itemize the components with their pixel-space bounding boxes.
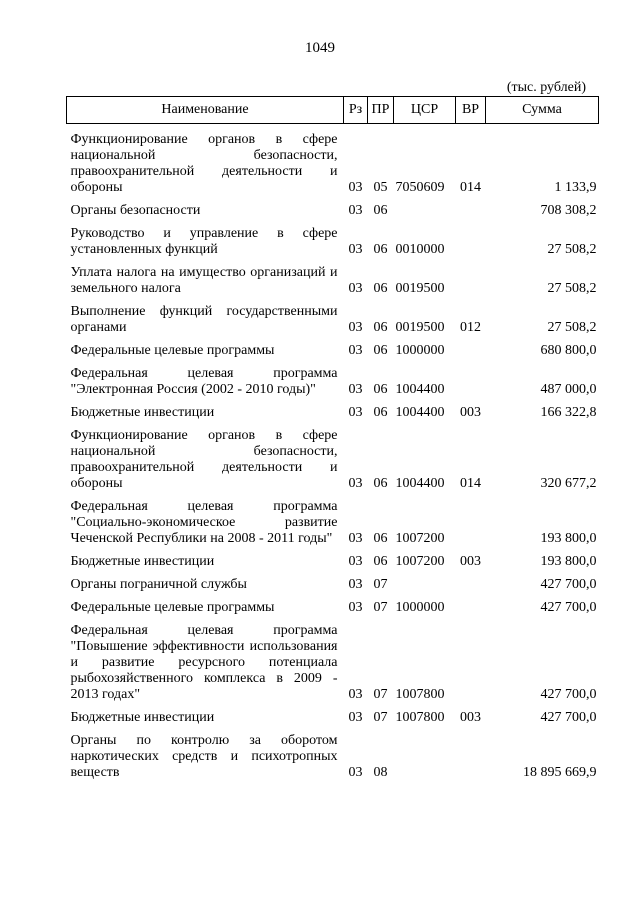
row-vr <box>456 573 486 596</box>
header-pr: ПР <box>368 97 394 124</box>
row-vr: 012 <box>460 320 481 335</box>
row-sum: 487 000,0 <box>540 382 597 397</box>
row-pr: 06 <box>373 343 388 358</box>
header-vr: ВР <box>456 97 486 124</box>
row-rz: 03 <box>348 531 363 546</box>
row-rz: 03 <box>348 405 363 420</box>
row-rz: 03 <box>348 203 363 218</box>
row-csr: 1004400 <box>395 405 445 420</box>
row-vr <box>456 362 486 401</box>
row-pr: 06 <box>373 554 388 569</box>
row-name: Федеральная целевая программа "Повышение эффективности использования и развитие ресурсного потенциала рыбохозяйственного комплекса в 2009 - 2013 годах" <box>70 623 338 702</box>
row-rz: 03 <box>348 320 363 335</box>
table-row <box>67 199 599 222</box>
row-name: Бюджетные инвестиции <box>70 554 215 569</box>
row-name: Органы по контролю за оборотом наркотических средств и психотропных веществ <box>70 733 338 780</box>
header-sum: Сумма <box>486 97 599 124</box>
row-name: Руководство и управление в сфере установленных функций <box>70 226 338 257</box>
row-rz: 03 <box>348 710 363 725</box>
row-sum: 27 508,2 <box>547 320 597 335</box>
row-vr: 014 <box>460 180 481 195</box>
row-name: Федеральная целевая программа "Электронная Россия (2002 - 2010 годы)" <box>70 366 338 397</box>
row-pr: 07 <box>373 600 388 615</box>
row-sum: 27 508,2 <box>547 281 597 296</box>
row-name: Федеральные целевые программы <box>70 343 275 358</box>
row-csr: 0019500 <box>395 320 445 335</box>
row-pr: 06 <box>373 242 388 257</box>
row-sum: 680 800,0 <box>540 343 597 358</box>
table-row <box>67 550 599 573</box>
row-name: Функционирование органов в сфере национальной безопасности, правоохранительной деятельности и обороны <box>70 132 338 195</box>
row-csr: 7050609 <box>395 180 445 195</box>
row-csr <box>394 199 456 222</box>
row-pr: 06 <box>373 320 388 335</box>
row-vr <box>456 339 486 362</box>
row-sum: 427 700,0 <box>540 687 597 702</box>
row-name: Бюджетные инвестиции <box>70 710 215 725</box>
table-row <box>67 596 599 619</box>
row-sum: 193 800,0 <box>540 531 597 546</box>
row-pr: 06 <box>373 281 388 296</box>
row-csr <box>394 729 456 784</box>
row-name: Выполнение функций государственными органами <box>70 304 338 335</box>
table-row <box>67 619 599 706</box>
row-pr: 06 <box>373 531 388 546</box>
row-pr: 06 <box>373 382 388 397</box>
row-csr: 0019500 <box>395 281 445 296</box>
row-name: Органы пограничной службы <box>70 577 247 592</box>
row-csr: 1000000 <box>395 343 445 358</box>
row-csr: 1000000 <box>395 600 445 615</box>
row-vr <box>456 619 486 706</box>
page-number: 1049 <box>305 40 335 56</box>
row-name: Функционирование органов в сфере национальной безопасности, правоохранительной деятельности и обороны <box>70 428 338 491</box>
budget-table <box>66 96 599 784</box>
row-rz: 03 <box>348 476 363 491</box>
row-pr: 08 <box>373 765 388 780</box>
row-csr: 1007200 <box>395 554 445 569</box>
row-name: Органы безопасности <box>70 203 201 218</box>
table-row <box>67 300 599 339</box>
row-sum: 193 800,0 <box>540 554 597 569</box>
row-vr <box>456 495 486 550</box>
row-rz: 03 <box>348 382 363 397</box>
row-pr: 07 <box>373 710 388 725</box>
row-pr: 06 <box>373 476 388 491</box>
table-row <box>67 261 599 300</box>
row-sum: 427 700,0 <box>540 600 597 615</box>
table-row <box>67 124 599 200</box>
table-row <box>67 729 599 784</box>
row-rz: 03 <box>348 554 363 569</box>
table-header-row <box>67 97 599 124</box>
table-row <box>67 222 599 261</box>
row-pr: 07 <box>373 687 388 702</box>
row-sum: 427 700,0 <box>540 710 597 725</box>
row-vr: 014 <box>460 476 481 491</box>
table-row <box>67 339 599 362</box>
row-csr: 0010000 <box>395 242 445 257</box>
row-rz: 03 <box>348 765 363 780</box>
header-rz: Рз <box>344 97 368 124</box>
row-rz: 03 <box>348 577 363 592</box>
row-vr: 003 <box>460 554 481 569</box>
row-rz: 03 <box>348 343 363 358</box>
row-vr <box>456 729 486 784</box>
row-name: Бюджетные инвестиции <box>70 405 215 420</box>
table-row <box>67 362 599 401</box>
table-body <box>67 124 599 785</box>
row-rz: 03 <box>348 600 363 615</box>
row-sum: 166 322,8 <box>540 405 597 420</box>
row-name: Федеральная целевая программа "Социально-экономическое развитие Чеченской Республики на 2008 - 2011 годы" <box>70 499 338 546</box>
table-row <box>67 424 599 495</box>
row-sum: 27 508,2 <box>547 242 597 257</box>
row-vr <box>456 596 486 619</box>
row-rz: 03 <box>348 242 363 257</box>
row-sum: 708 308,2 <box>540 203 597 218</box>
table-row <box>67 573 599 596</box>
row-vr: 003 <box>460 710 481 725</box>
row-sum: 427 700,0 <box>540 577 597 592</box>
row-csr <box>394 573 456 596</box>
row-vr <box>456 261 486 300</box>
header-name: Наименование <box>67 97 344 124</box>
row-sum: 1 133,9 <box>554 180 597 195</box>
row-csr: 1007200 <box>395 531 445 546</box>
row-vr <box>456 199 486 222</box>
row-rz: 03 <box>348 281 363 296</box>
row-name: Федеральные целевые программы <box>70 600 275 615</box>
row-pr: 06 <box>373 405 388 420</box>
header-csr: ЦСР <box>394 97 456 124</box>
row-csr: 1007800 <box>395 687 445 702</box>
row-sum: 18 895 669,9 <box>523 765 597 780</box>
row-pr: 05 <box>373 180 388 195</box>
units-label: (тыс. рублей) <box>506 80 586 95</box>
row-csr: 1004400 <box>395 382 445 397</box>
table-row <box>67 495 599 550</box>
table-row <box>67 706 599 729</box>
row-csr: 1007800 <box>395 710 445 725</box>
row-rz: 03 <box>348 180 363 195</box>
row-name: Уплата налога на имущество организаций и земельного налога <box>70 265 338 296</box>
row-rz: 03 <box>348 687 363 702</box>
row-pr: 07 <box>373 577 388 592</box>
row-vr: 003 <box>460 405 481 420</box>
row-vr <box>456 222 486 261</box>
row-csr: 1004400 <box>395 476 445 491</box>
row-pr: 06 <box>373 203 388 218</box>
table-row <box>67 401 599 424</box>
row-sum: 320 677,2 <box>540 476 597 491</box>
